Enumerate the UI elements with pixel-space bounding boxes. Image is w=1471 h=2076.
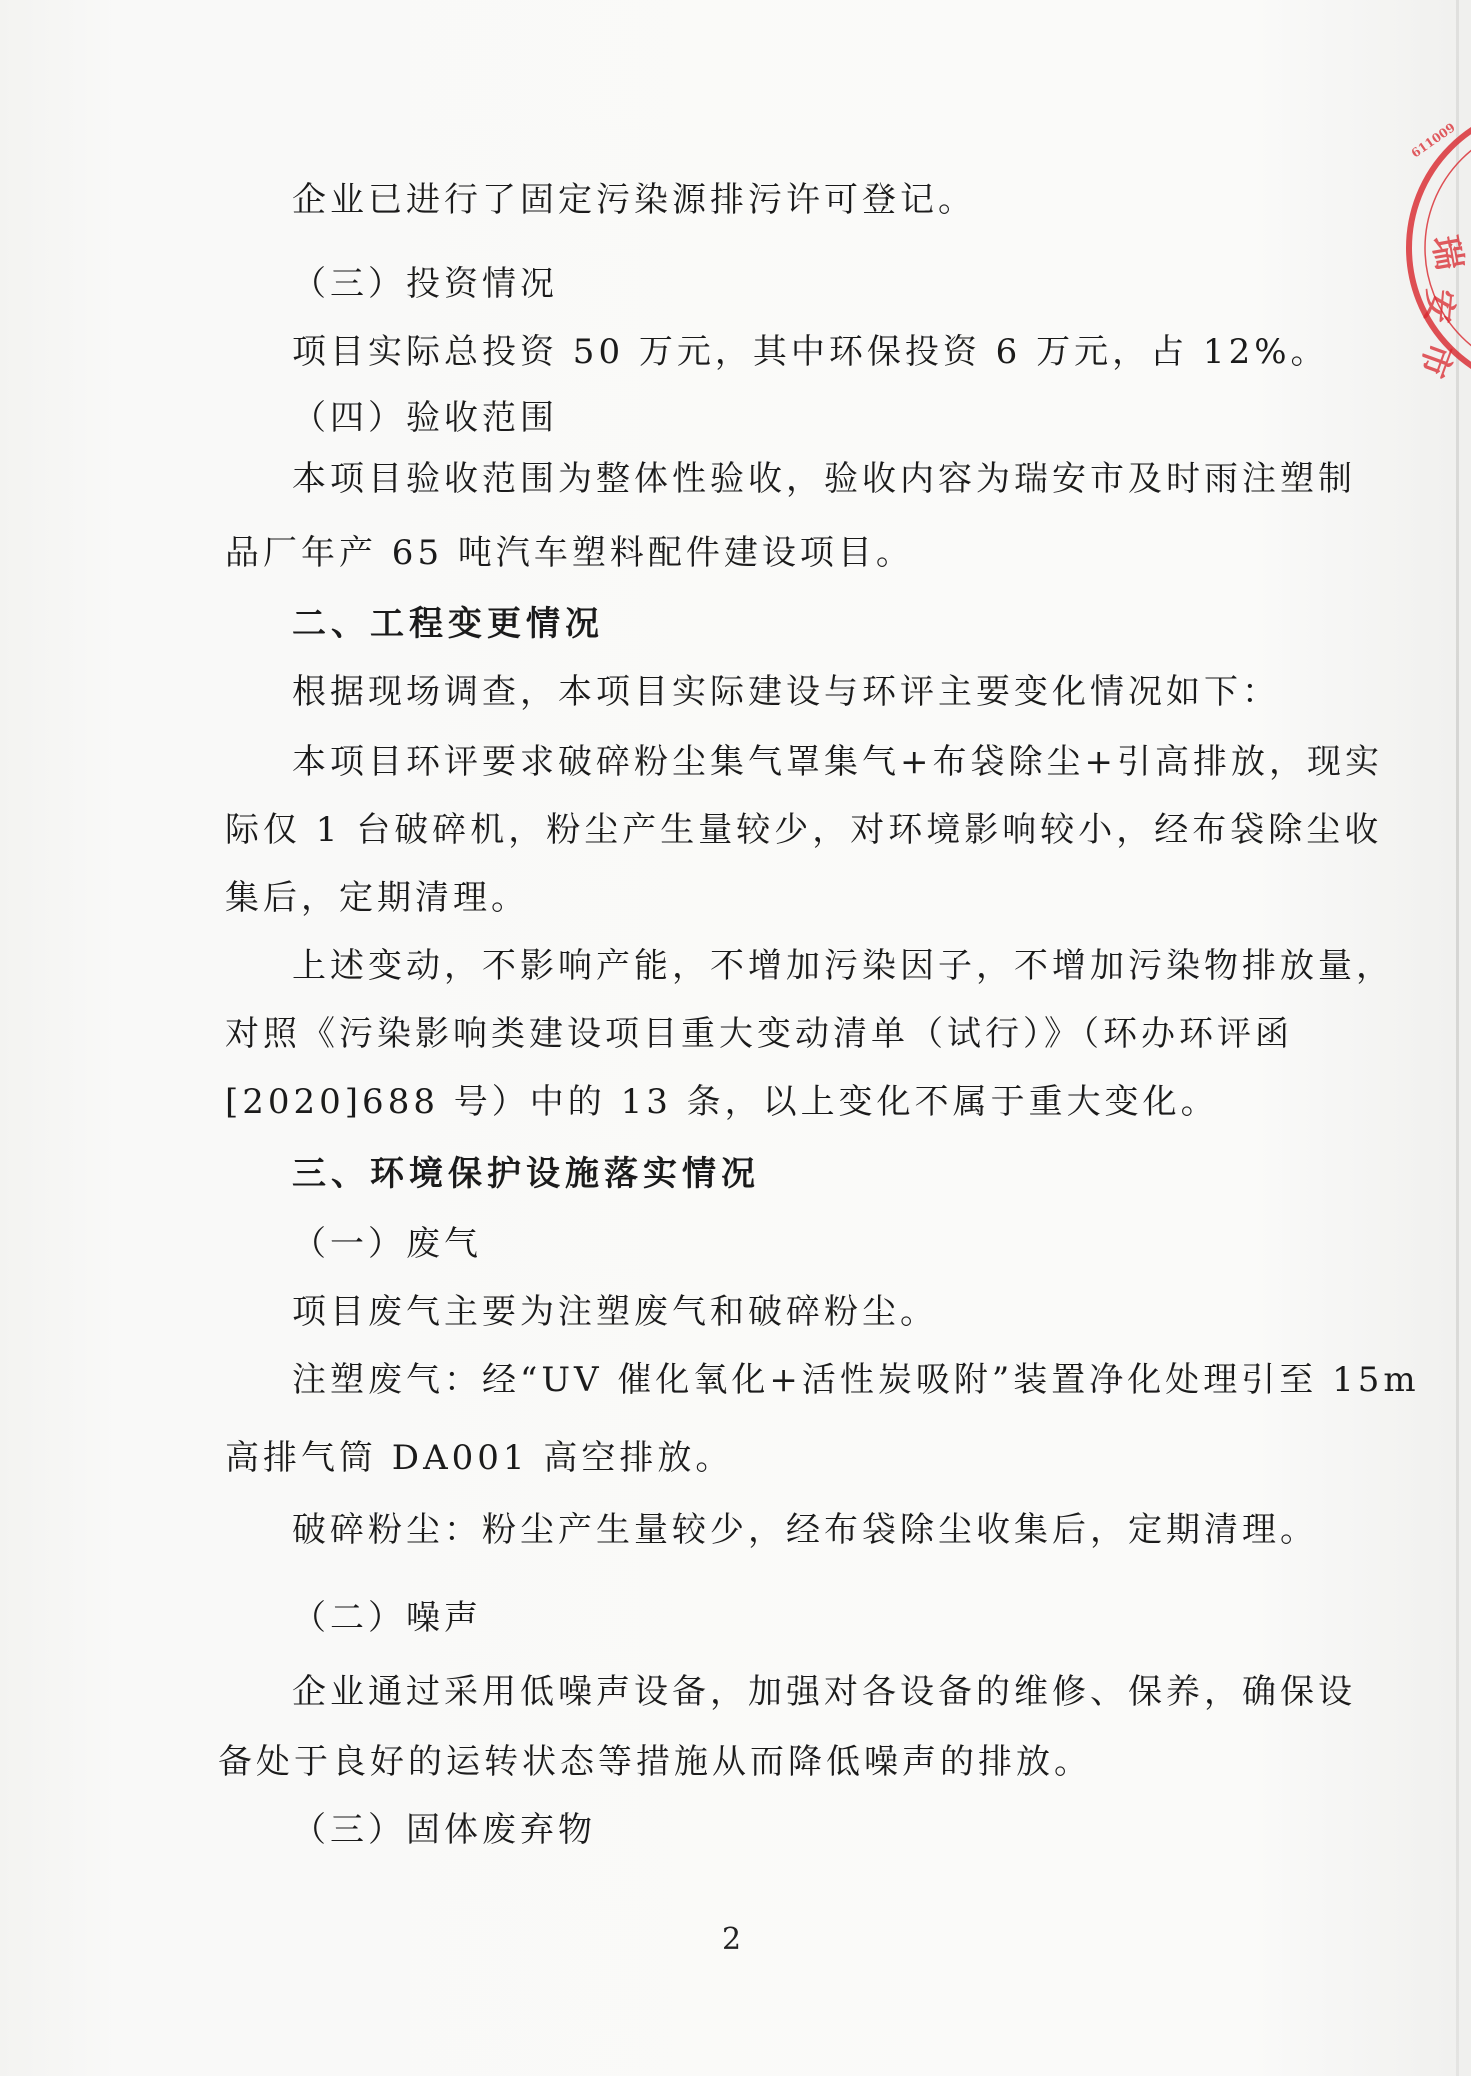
text-line: 上述变动，不影响产能，不增加污染因子，不增加污染物排放量， [292,946,1394,986]
chapter-heading: 二、工程变更情况 [292,604,604,644]
section-heading: （一）废气 [292,1224,482,1264]
text-line: 注塑废气：经“UV 催化氧化+活性炭吸附”装置净化处理引至 15m [292,1360,1420,1400]
text-line: 本项目验收范围为整体性验收，验收内容为瑞安市及时雨注塑制 [292,459,1356,499]
svg-text:市: 市 [1410,336,1461,383]
text-line: 破碎粉尘：粉尘产生量较少，经布袋除尘收集后，定期清理。 [292,1510,1318,1550]
official-seal-stamp [1381,98,1471,398]
text-line: 际仅 1 台破碎机，粉尘产生量较少，对环境影响较小，经布袋除尘收 [225,810,1383,850]
svg-text:611009: 611009 [1408,120,1458,161]
chapter-heading: 三、环境保护设施落实情况 [292,1154,760,1194]
text-line: [2020]688 号）中的 13 条，以上变化不属于重大变化。 [225,1082,1219,1122]
text-line: 企业通过采用低噪声设备，加强对各设备的维修、保养，确保设 [292,1672,1356,1712]
svg-text:安: 安 [1417,287,1460,325]
text-line: 对照《污染影响类建设项目重大变动清单（试行）》（环办环评函 [225,1014,1293,1054]
text-line: 企业已进行了固定污染源排污许可登记。 [292,180,976,220]
text-line: 高排气筒 DA001 高空排放。 [225,1438,734,1478]
section-heading: （三）投资情况 [292,264,558,304]
text-line: 本项目环评要求破碎粉尘集气罩集气+布袋除尘+引高排放，现实 [292,742,1383,782]
text-line: 集后，定期清理。 [225,878,529,918]
text-line: 项目废气主要为注塑废气和破碎粉尘。 [292,1292,938,1332]
section-heading: （三）固体废弃物 [292,1810,596,1850]
text-line: 项目实际总投资 50 万元，其中环保投资 6 万元，占 12%。 [292,332,1329,372]
svg-text:瑞: 瑞 [1424,232,1470,274]
text-line: 根据现场调查，本项目实际建设与环评主要变化情况如下： [292,672,1280,712]
section-heading: （四）验收范围 [292,398,558,438]
page-number: 2 [722,1922,742,1957]
text-line: 品厂年产 65 吨汽车塑料配件建设项目。 [225,533,914,573]
section-heading: （二）噪声 [292,1598,482,1638]
text-line: 备处于良好的运转状态等措施从而降低噪声的排放。 [218,1742,1092,1782]
